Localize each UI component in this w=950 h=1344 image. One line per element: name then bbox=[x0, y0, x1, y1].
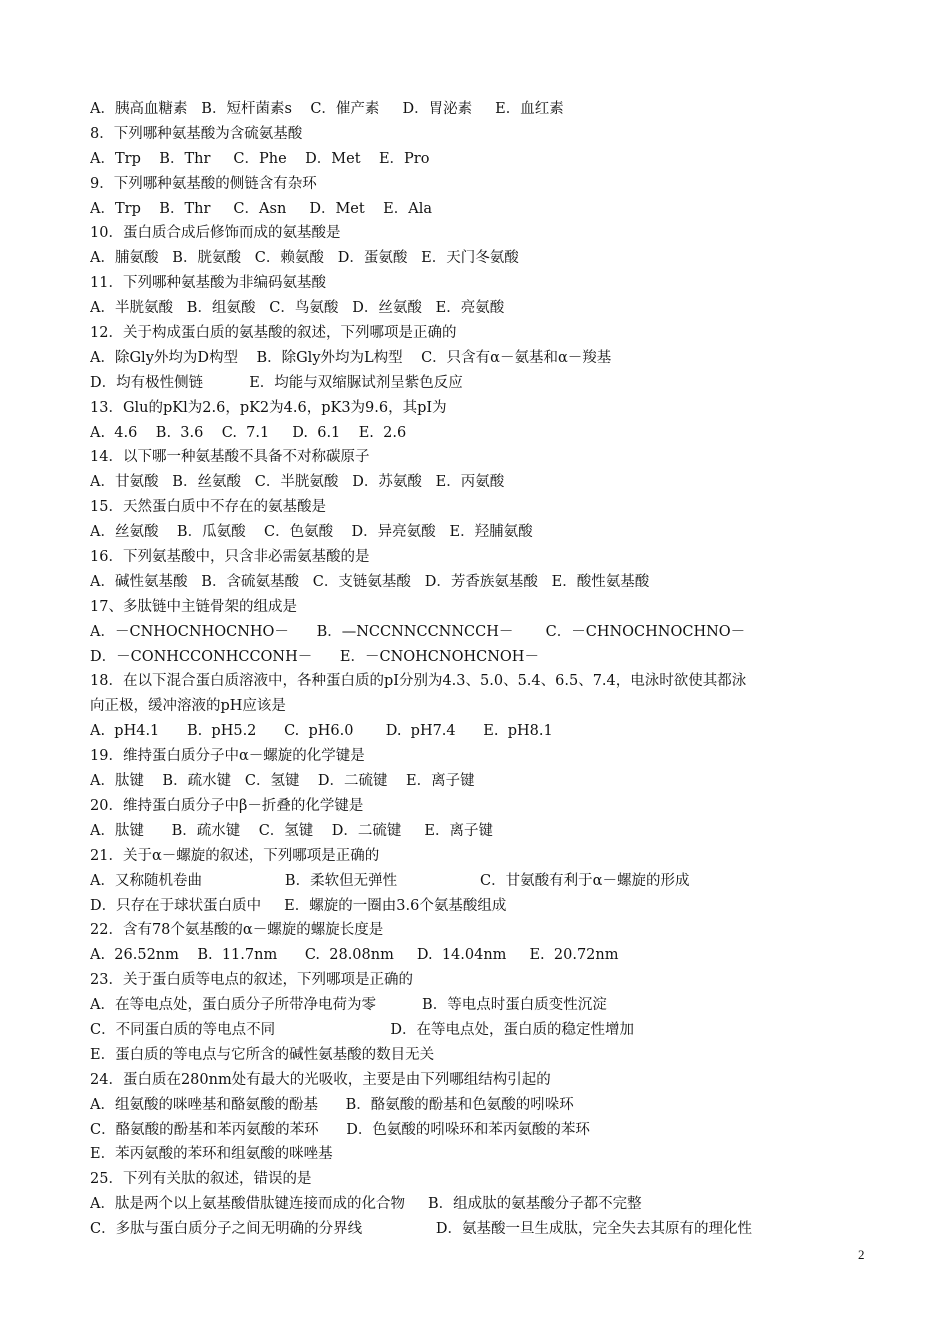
text-line: 16．下列氨基酸中，只含非必需氨基酸的是 bbox=[90, 549, 370, 566]
text-line: A．肽键 B．疏水键 C．氢键 D．二硫键 E．离子键 bbox=[90, 822, 494, 839]
text-line: A．－CNHOCNHOCNHO－ B．—NCCNNCCNNCCH－ C．－CHNOCHNOCHNO－ bbox=[90, 623, 746, 640]
text-line: C．多肽与蛋白质分子之间无明确的分界线 D．氨基酸一旦生成肽，完全失去其原有的理化性 bbox=[90, 1221, 752, 1238]
text-line: 21．关于α－螺旋的叙述，下列哪项是正确的 bbox=[90, 847, 380, 864]
text-line: E．蛋白质的等电点与它所含的碱性氨基酸的数目无关 bbox=[90, 1046, 435, 1063]
text-line: A. pH4.1 B. pH5.2 C. pH6.0 D. pH7.4 E. pH8.1 bbox=[90, 723, 553, 740]
text-line: 10．蛋白质合成后修饰而成的氨基酸是 bbox=[90, 225, 341, 242]
text-line: 24．蛋白质在280nm处有最大的光吸收，主要是由下列哪组结构引起的 bbox=[90, 1071, 551, 1088]
text-line: A. 4.6 B. 3.6 C. 7.1 D. 6.1 E. 2.6 bbox=[90, 424, 407, 441]
text-line: A．半胱氨酸 B．组氨酸 C．鸟氨酸 D．丝氨酸 E．亮氨酸 bbox=[90, 300, 505, 317]
text-line: D．－CONHCCONHCCONH－ E．－CNOHCNOHCNOH－ bbox=[90, 648, 539, 665]
text-line: 23．关于蛋白质等电点的叙述，下列哪项是正确的 bbox=[90, 972, 413, 989]
text-line: 20．维持蛋白质分子中β－折叠的化学键是 bbox=[90, 797, 364, 814]
text-line: A．组氨酸的咪唑基和酪氨酸的酚基 B．酪氨酸的酚基和色氨酸的吲哚环 bbox=[90, 1096, 574, 1113]
text-line: A．肽键 B．疏水键 C．氢键 D．二硫键 E．离子键 bbox=[90, 773, 475, 790]
text-line: A. 26.52nm B. 11.7nm C. 28.08nm D. 14.04nm E. 20.72nm bbox=[90, 947, 619, 964]
text-line: A．胰高血糖素 B．短杆菌素s C．催产素 D．胃泌素 E．血红素 bbox=[90, 101, 564, 117]
text-line: E．苯丙氨酸的苯环和组氨酸的咪唑基 bbox=[90, 1146, 333, 1163]
page-number: 2 bbox=[858, 1247, 865, 1262]
text-line: 13．Glu的pKl为2.6，pK2为4.6，pK3为9.6，其pI为 bbox=[90, 399, 447, 416]
text-line: 18．在以下混合蛋白质溶液中，各种蛋白质的pI分别为4.3、5.0、5.4、6.5、7.4，电泳时欲使其都泳 bbox=[90, 673, 747, 690]
text-line: 9．下列哪种氨基酸的侧链含有杂环 bbox=[90, 175, 317, 192]
text-line: A．碱性氨基酸 B．含硫氨基酸 C．支链氨基酸 D．芳香族氨基酸 E．酸性氨基酸 bbox=[90, 573, 650, 590]
text-line: 14．以下哪一种氨基酸不具备不对称碳原子 bbox=[90, 449, 370, 466]
text-line: 11．下列哪种氨基酸为非编码氨基酸 bbox=[90, 275, 326, 292]
text-line: A．丝氨酸 B．瓜氨酸 C．色氨酸 D．异亮氨酸 E．羟脯氨酸 bbox=[90, 524, 533, 541]
text-line: A．Trp B．Thr C．Asn D．Met E．Ala bbox=[90, 200, 432, 217]
text-line: A．Trp B．Thr C．Phe D．Met E．Pro bbox=[90, 150, 430, 167]
text-line: A．在等电点处，蛋白质分子所带净电荷为零 B．等电点时蛋白质变性沉淀 bbox=[90, 997, 607, 1014]
text-line: C．酪氨酸的酚基和苯丙氨酸的苯环 D．色氨酸的吲哚环和苯丙氨酸的苯环 bbox=[90, 1121, 590, 1138]
text-line: A．又称随机卷曲 B．柔软但无弹性 C．甘氨酸有利于α－螺旋的形成 bbox=[90, 872, 690, 889]
question-list bbox=[90, 97, 870, 1242]
text-line: 12．关于构成蛋白质的氨基酸的叙述，下列哪项是正确的 bbox=[90, 325, 457, 342]
text-line: 8．下列哪种氨基酸为含硫氨基酸 bbox=[90, 125, 303, 142]
text-line: C．不同蛋白质的等电点不同 D．在等电点处，蛋白质的稳定性增加 bbox=[90, 1021, 634, 1038]
text-line: A．除Gly外均为D构型 B．除Gly外均为L构型 C．只含有α－氨基和α－羧基 bbox=[90, 349, 612, 366]
text-line: 19．维持蛋白质分子中α－螺旋的化学键是 bbox=[90, 748, 365, 765]
text-line: A．甘氨酸 B．丝氨酸 C．半胱氨酸 D．苏氨酸 E．丙氨酸 bbox=[90, 474, 505, 491]
text-line: A．肽是两个以上氨基酸借肽键连接而成的化合物 B．组成肽的氨基酸分子都不完整 bbox=[90, 1196, 642, 1213]
text-line: 25．下列有关肽的叙述，错误的是 bbox=[90, 1171, 312, 1188]
text-line: 15．天然蛋白质中不存在的氨基酸是 bbox=[90, 499, 326, 516]
text-line: D．均有极性侧链 E．均能与双缩脲试剂呈紫色反应 bbox=[90, 374, 463, 391]
text-line: 17、多肽链中主链骨架的组成是 bbox=[90, 598, 297, 615]
text-line: A．脯氨酸 B．胱氨酸 C．赖氨酸 D．蛋氨酸 E．天门冬氨酸 bbox=[90, 250, 519, 267]
text-line: 22．含有78个氨基酸的α－螺旋的螺旋长度是 bbox=[90, 922, 384, 939]
text-line: D．只存在于球状蛋白质中 E．螺旋的一圈由3.6个氨基酸组成 bbox=[90, 897, 507, 914]
text-line: 向正极，缓冲溶液的pH应该是 bbox=[90, 698, 286, 715]
